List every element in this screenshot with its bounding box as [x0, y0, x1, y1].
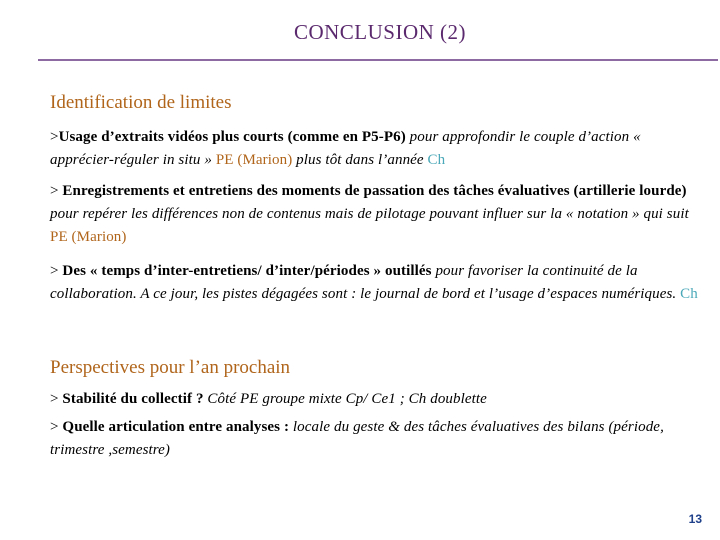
- item-bold-text: Quelle articulation entre analyses :: [62, 419, 290, 435]
- item-prefix: >: [50, 183, 63, 199]
- item-actor-tag: PE (Marion): [50, 229, 127, 245]
- limit-item-2: [50, 180, 700, 249]
- item-actor-tag: PE (Marion): [215, 152, 293, 168]
- item-italic-text: pour repérer les différences non de contenus mais de pilotage pouvant influer sur la « notation » qui suit: [50, 206, 689, 222]
- item-italic-text: pour approfondir le couple d’action « apprécier-réguler in situ »: [50, 129, 641, 168]
- item-italic-text: Côté PE groupe mixte Cp/ Ce1 ; Ch doublette: [203, 391, 487, 407]
- item-prefix: >: [50, 263, 63, 279]
- item-italic-text-2: plus tôt dans l’année: [292, 152, 428, 168]
- section-heading-limites: Identification de limites: [50, 92, 232, 113]
- item-prefix: >: [50, 419, 63, 435]
- title-divider: [38, 59, 718, 61]
- limit-item-1: [50, 126, 700, 172]
- item-italic-text: pour favoriser la continuité de la collaboration. A ce jour, les pistes dégagées sont : le journal de bord et l’usage d’espaces numériques.: [50, 263, 681, 302]
- item-italic-text: locale du geste & des tâches évaluatives des bilans (période, trimestre ,semestre): [50, 419, 664, 458]
- item-ch-tag: Ch: [427, 152, 446, 168]
- item-bold-text: Usage d’extraits vidéos plus courts (comme en P5-P6): [58, 129, 406, 145]
- slide-title: CONCLUSION (2): [293, 20, 467, 44]
- item-bold-text: Stabilité du collectif ?: [62, 391, 204, 407]
- section-heading-perspectives: Perspectives pour l’an prochain: [50, 357, 291, 378]
- item-prefix: >: [50, 129, 59, 145]
- limit-item-3: [50, 260, 700, 306]
- item-ch-tag: Ch: [680, 286, 698, 302]
- item-bold-text: Enregistrements et entretiens des moments de passation des tâches évaluatives (artillerie lourde): [62, 183, 687, 199]
- page-number: 13: [688, 512, 702, 526]
- item-prefix: >: [50, 391, 63, 407]
- perspective-item-1: [50, 388, 700, 411]
- item-bold-text: Des « temps d’inter-entretiens/ d’inter/périodes » outillés: [62, 263, 432, 279]
- perspective-item-2: [50, 416, 700, 462]
